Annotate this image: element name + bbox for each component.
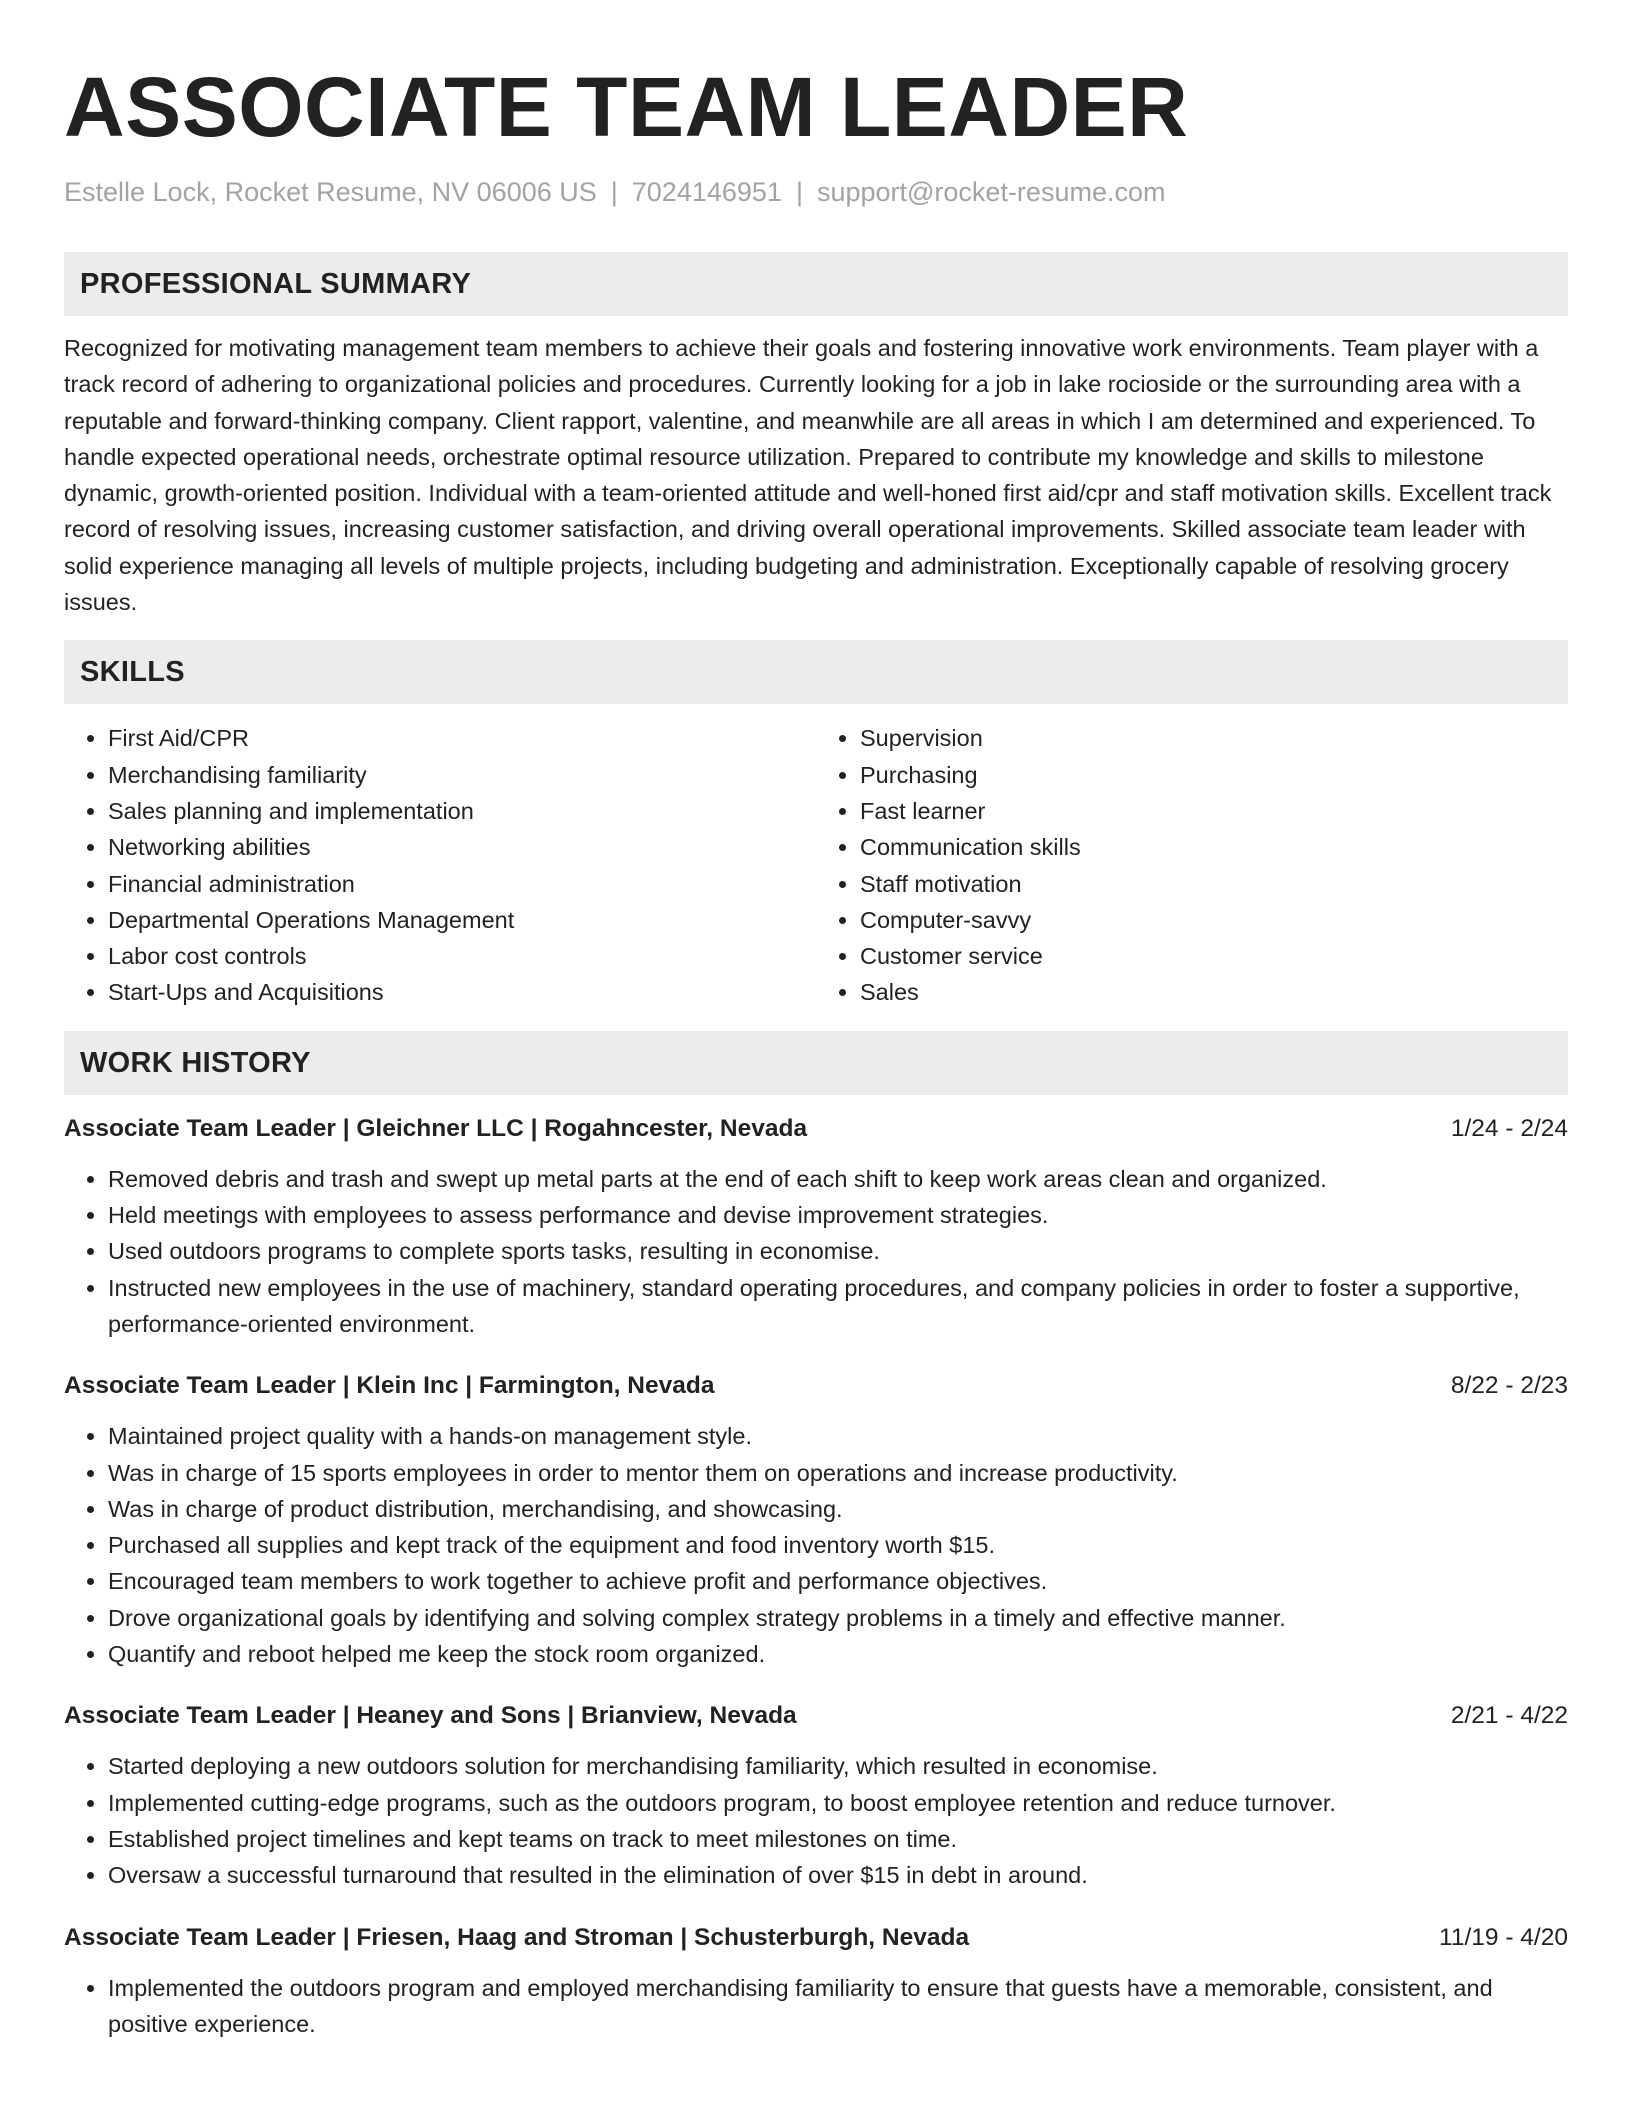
work-history-heading: WORK HISTORY (64, 1031, 1568, 1095)
job-title: Associate Team Leader | Heaney and Sons | Brianview, Nevada (64, 1702, 797, 1730)
skill-item: • Merchandising familiarity (108, 757, 816, 793)
contact-address: Estelle Lock, Rocket Resume, NV 06006 US (64, 177, 597, 207)
resume-page (64, 52, 1568, 2042)
job-bullet: • Purchased all supplies and kept track of the equipment and food inventory worth $15. (108, 1527, 1568, 1563)
skill-item: • Staff motivation (860, 866, 1568, 902)
job-entry (64, 1111, 1568, 1342)
skill-item: • Purchasing (860, 757, 1568, 793)
job-bullet: • Was in charge of product distribution, merchandising, and showcasing. (108, 1491, 1568, 1527)
contact-line (64, 174, 1568, 210)
job-bullet: • Drove organizational goals by identifying and solving complex strategy problems in a timely and effective manner. (108, 1600, 1568, 1636)
job-bullet: • Maintained project quality with a hands-on management style. (108, 1418, 1568, 1454)
skills-column-right (816, 720, 1568, 1010)
job-header (64, 1698, 1568, 1734)
job-bullet: • Was in charge of 15 sports employees in order to mentor them on operations and increase productivity. (108, 1455, 1568, 1491)
job-bullet: • Encouraged team members to work together to achieve profit and performance objectives. (108, 1563, 1568, 1599)
skill-item: • Communication skills (860, 829, 1568, 865)
job-entry (64, 1920, 1568, 2043)
job-bullet: • Implemented cutting-edge programs, such as the outdoors program, to boost employee retention and reduce turnover. (108, 1785, 1568, 1821)
job-bullet: • Started deploying a new outdoors solution for merchandising familiarity, which resulted in economise. (108, 1748, 1568, 1784)
skills-list (64, 720, 1568, 1010)
job-bullets (64, 1418, 1568, 1672)
job-dates: 1/24 - 2/24 (1450, 1114, 1568, 1142)
skill-item: • Labor cost controls (108, 938, 816, 974)
summary-heading: PROFESSIONAL SUMMARY (64, 252, 1568, 316)
contact-separator: | (610, 177, 618, 207)
skill-item: • Fast learner (860, 793, 1568, 829)
contact-separator: | (795, 177, 803, 207)
skill-item: • Computer-savvy (860, 902, 1568, 938)
job-bullet: • Oversaw a successful turnaround that resulted in the elimination of over $15 in debt in around. (108, 1857, 1568, 1893)
job-bullets (64, 1970, 1568, 2043)
job-title: Associate Team Leader | Klein Inc | Farmington, Nevada (64, 1372, 715, 1400)
skill-item: • Sales (860, 974, 1568, 1010)
job-bullets (64, 1748, 1568, 1893)
skills-heading: SKILLS (64, 640, 1568, 704)
skill-item: • Financial administration (108, 866, 816, 902)
job-bullet: • Quantify and reboot helped me keep the stock room organized. (108, 1636, 1568, 1672)
resume-title: ASSOCIATE TEAM LEADER (64, 60, 1189, 154)
skill-item: • Networking abilities (108, 829, 816, 865)
skill-item: • Sales planning and implementation (108, 793, 816, 829)
job-dates: 11/19 - 4/20 (1439, 1923, 1568, 1951)
skill-item: • Start-Ups and Acquisitions (108, 974, 816, 1010)
job-title: Associate Team Leader | Gleichner LLC | Rogahncester, Nevada (64, 1114, 808, 1142)
job-bullet: • Used outdoors programs to complete sports tasks, resulting in economise. (108, 1233, 1568, 1269)
skill-item: • Supervision (860, 720, 1568, 756)
skills-column-left (64, 720, 816, 1010)
job-bullet: • Held meetings with employees to assess performance and devise improvement strategies. (108, 1197, 1568, 1233)
job-header (64, 1111, 1568, 1147)
job-dates: 2/21 - 4/22 (1450, 1702, 1568, 1730)
job-entry (64, 1368, 1568, 1672)
contact-phone: 7024146951 (631, 177, 782, 207)
skill-item: • Customer service (860, 938, 1568, 974)
skill-item: • First Aid/CPR (108, 720, 816, 756)
job-header (64, 1920, 1568, 1956)
job-title: Associate Team Leader | Friesen, Haag and Stroman | Schusterburgh, Nevada (64, 1923, 970, 1951)
job-bullet: • Established project timelines and kept teams on track to meet milestones on time. (108, 1821, 1568, 1857)
job-bullet: • Instructed new employees in the use of machinery, standard operating procedures, and company policies in order to foster a supportive, performance-oriented environment. (108, 1270, 1568, 1343)
job-header (64, 1368, 1568, 1404)
job-dates: 8/22 - 2/23 (1450, 1372, 1568, 1400)
job-bullet: • Removed debris and trash and swept up metal parts at the end of each shift to keep work areas clean and organized. (108, 1161, 1568, 1197)
job-entry (64, 1698, 1568, 1893)
job-bullets (64, 1161, 1568, 1342)
skill-item: • Departmental Operations Management (108, 902, 816, 938)
summary-text: Recognized for motivating management team members to achieve their goals and fostering innovative work environments. Team player with a track record of adhering to organizational policies and procedures. Currently looking for a job in lake rocioside or the surrounding area with a reputable and forward-thinking company. Client rapport, valentine, and meanwhile are all areas in which I am determined and experienced. To handle expected operational needs, orchestrate optimal resource utilization. Prepared to contribute my knowledge and skills to milestone dynamic, growth-oriented position. Individual with a team-oriented attitude and well-honed first aid/cpr and staff motivation skills. Excellent track record of resolving issues, increasing customer satisfaction, and driving overall operational improvements. Skilled associate team leader with solid experience managing all levels of multiple projects, including budgeting and administration. Exceptionally capable of resolving grocery issues. (64, 335, 1552, 616)
job-bullet: • Implemented the outdoors program and employed merchandising familiarity to ensure that guests have a memorable, consistent, and positive experience. (108, 1970, 1568, 2043)
contact-email: support@rocket-resume.com (816, 177, 1166, 207)
